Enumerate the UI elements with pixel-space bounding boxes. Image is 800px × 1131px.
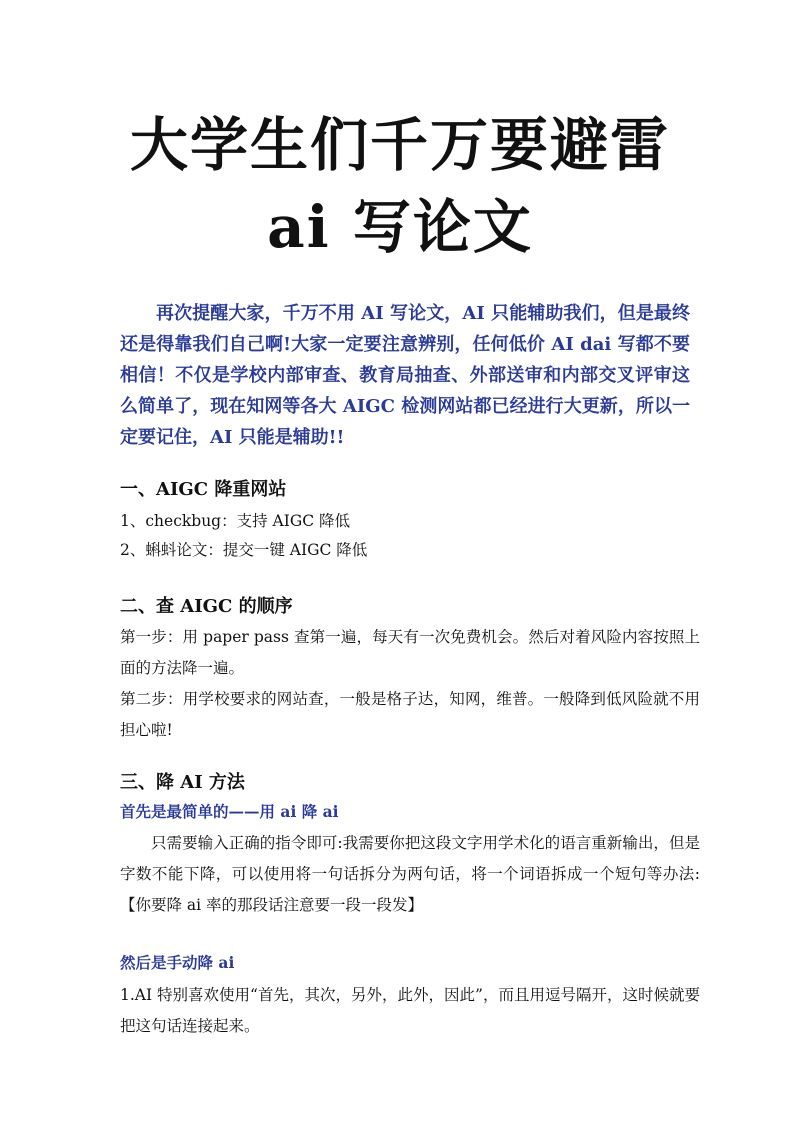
section3-paragraph-1: 只需要输入正确的指令即可:我需要你把这段文字用学术化的语言重新输出，但是字数不能下降，可以使用将一句话拆分为两句话，将一个词语拆成一个短句等办法:【你要降 ai 率的那段话注意要一段一段发】 [120, 834, 700, 914]
section3-heading: 三、降 AI 方法 [120, 772, 245, 793]
section2-step2: 第二步：用学校要求的网站查，一般是格子达，知网，维普。一般降到低风险就不用担心啦! [120, 690, 700, 739]
section3-subheading-1: 首先是最简单的——用 ai 降 ai [120, 802, 339, 821]
section3-subheading-2: 然后是手动降 ai [120, 953, 235, 972]
section2-step1: 第一步：用 paper pass 查第一遍，每天有一次免费机会。然后对着风险内容按照上面的方法降一遍。 [120, 628, 700, 677]
section2-heading: 二、查 AIGC 的顺序 [120, 596, 293, 617]
section1-heading: 一、AIGC 降重网站 [120, 479, 287, 500]
section3-paragraph-2: 1.AI 特别喜欢使用“首先，其次，另外，此外，因此”，而且用逗号隔开，这时候就要把这句话连接起来。 [120, 986, 700, 1035]
page-title-line1: 大学生们千万要避雷 [129, 111, 670, 179]
section1-item-2: 2、蝌蚪论文：提交一键 AIGC 降低 [120, 541, 368, 559]
page-title-line2: ai 写论文 [267, 193, 533, 261]
intro-paragraph: 再次提醒大家，千万不用 AI 写论文，AI 只能辅助我们，但是最终还是得靠我们自己啊!大家一定要注意辨别，任何低价 AI dai 写都不要相信！不仅是学校内部审查、教育局抽查、外部送审和内部交叉评审这么简单了，现在知网等各大 AIGC 检测网站都已经进行大更新，所以一定要记住，AI 只能是辅助!! [120, 303, 690, 448]
section1-item-1: 1、checkbug：支持 AIGC 降低 [120, 512, 351, 530]
